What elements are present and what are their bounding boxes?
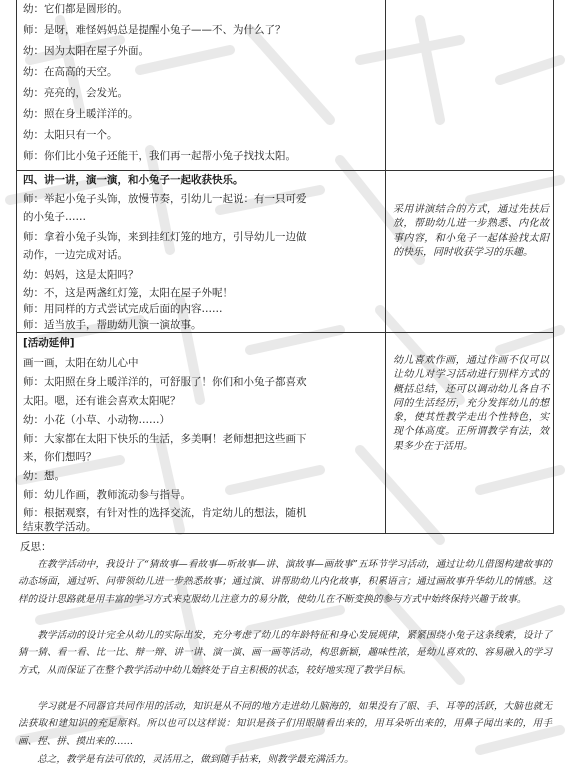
dialogue-line: 幼：它们都是圆形的。 (23, 3, 128, 15)
reflection-paragraph: 教学活动的设计完全从幼儿的实际出发，充分考虑了幼儿的年龄特征和身心发展规律，紧紧围绕小兔子这条线索，设计了猜一猜、看一看、比一比、辩一辩、讲一讲、演一演、画一画等活动，构思新颖，趣味性浓，是幼儿喜欢的、容易融入的学习方式，从而保证了在整个教学活动中幼儿始终处于自主积极的状态，较好地实现了教学目标。 (18, 630, 552, 676)
dialogue-line: 师：你们比小兔子还能干，我们再一起帮小兔子找找太阳。 (23, 150, 296, 162)
dialogue-line: 师：幼儿作画，教师流动参与指导。 (23, 489, 191, 501)
reflection-paragraph: 总之，教学是有法可依的，灵活用之，做到随手拈来，则教学最充满活力。 (37, 754, 354, 765)
dialogue-line: 幼：在高高的天空。 (23, 66, 118, 78)
dialogue-line: 师：太阳照在身上暖洋洋的，可舒服了！你们和小兔子都喜欢 (23, 376, 307, 388)
dialogue-line: 师：用同样的方式尝试完成后面的内容…… (23, 303, 223, 315)
row-divider (17, 332, 553, 333)
reflection-title: 反思： (20, 541, 52, 553)
dialogue-line: 幼：妈妈，这是太阳吗？ (23, 269, 139, 281)
dialogue-line: 师：举起小兔子头饰，放慢节奏，引幼儿一起说：有一只可爱 (23, 193, 307, 205)
dialogue-line: 幼：亮亮的，会发光。 (23, 87, 128, 99)
reflection-paragraph: 在教学活动中，我设计了“猜故事—看故事—听故事—讲、演故事—画故事”五环节学习活动，通过让幼儿借图构建故事的动态场面，通过听、问带领幼儿进一步熟悉故事；通过演、讲帮助幼儿内化故事，积累语言；通过画故事升华幼儿的情感。这样的设计思路就是用丰富的学习方式来克服幼儿注意力的易分散，使幼儿在不断变换的参与方式中始终保持兴趣于故事。 (18, 559, 552, 605)
dialogue-line: 来，你们想吗？ (23, 451, 97, 463)
dialogue-line: 师：根据观察，有针对性的选择交流，肯定幼儿的想法，随机 (23, 507, 307, 519)
row-divider (17, 170, 553, 171)
dialogue-line: 太阳。嗯，还有谁会喜欢太阳呢？ (23, 395, 181, 407)
reflection-paragraph: 学习就是不同器官共同作用的活动，知识是从不同的地方走进幼儿脑海的，如果没有了眼、手、耳等的活跃，大脑也就无法获取和建知识的充足原料。所以也可以这样说：知识是孩子们用眼睛看出来的，用耳朵听出来的，用鼻子闻出来的，用手画、捏、拼、摸出来的…… (18, 701, 552, 747)
dialogue-line: 幼：因为太阳在屋子外面。 (23, 45, 149, 57)
dialogue-line: 幼：照在身上暖洋洋的。 (23, 108, 139, 120)
dialogue-line: 幼：太阳只有一个。 (23, 129, 118, 141)
column-divider (385, 0, 386, 534)
section-heading: [活动延伸] (23, 337, 75, 349)
dialogue-line: 幼：小花（小草、小动物……） (23, 414, 170, 426)
design-note: 采用讲演结合的方式，通过先扶后放，帮助幼儿进一步熟悉、内化故事内容，和小兔子一起体验找太阳的快乐，同时收获学习的乐趣。 (393, 204, 549, 258)
dialogue-line: 画一画，太阳在幼儿心中 (23, 357, 139, 369)
dialogue-line: 师：拿着小兔子头饰，来到挂红灯笼的地方，引导幼儿一边做 (23, 231, 307, 243)
dialogue-line: 幼：想。 (23, 470, 65, 482)
dialogue-line: 的小兔子…… (23, 211, 86, 223)
design-note: 幼儿喜欢作画，通过作画不仅可以让幼儿对学习活动进行别样方式的概括总结，还可以调动幼儿各自不同的生活经历，充分发挥幼儿的想象，使其性教学走出个性特色，实现个体高度。正所谓教学有法，效果多少在于活用。 (393, 355, 549, 452)
dialogue-line: 师：适当放手，帮助幼儿演一演故事。 (23, 319, 202, 331)
dialogue-line: 幼：不，这是两盏红灯笼，太阳在屋子外呢！ (23, 287, 233, 299)
dialogue-line: 师：大家都在太阳下快乐的生活，多美啊！老师想把这些画下 (23, 433, 307, 445)
dialogue-line: 结束教学活动。 (23, 521, 97, 533)
lesson-table (16, 0, 554, 534)
section-heading: 四、讲一讲，演一演，和小兔子一起收获快乐。 (23, 174, 244, 186)
dialogue-line: 动作，一边完成对话。 (23, 249, 128, 261)
dialogue-line: 师：是呀，难怪妈妈总是提醒小兔子——不、为什么了？ (23, 24, 286, 36)
